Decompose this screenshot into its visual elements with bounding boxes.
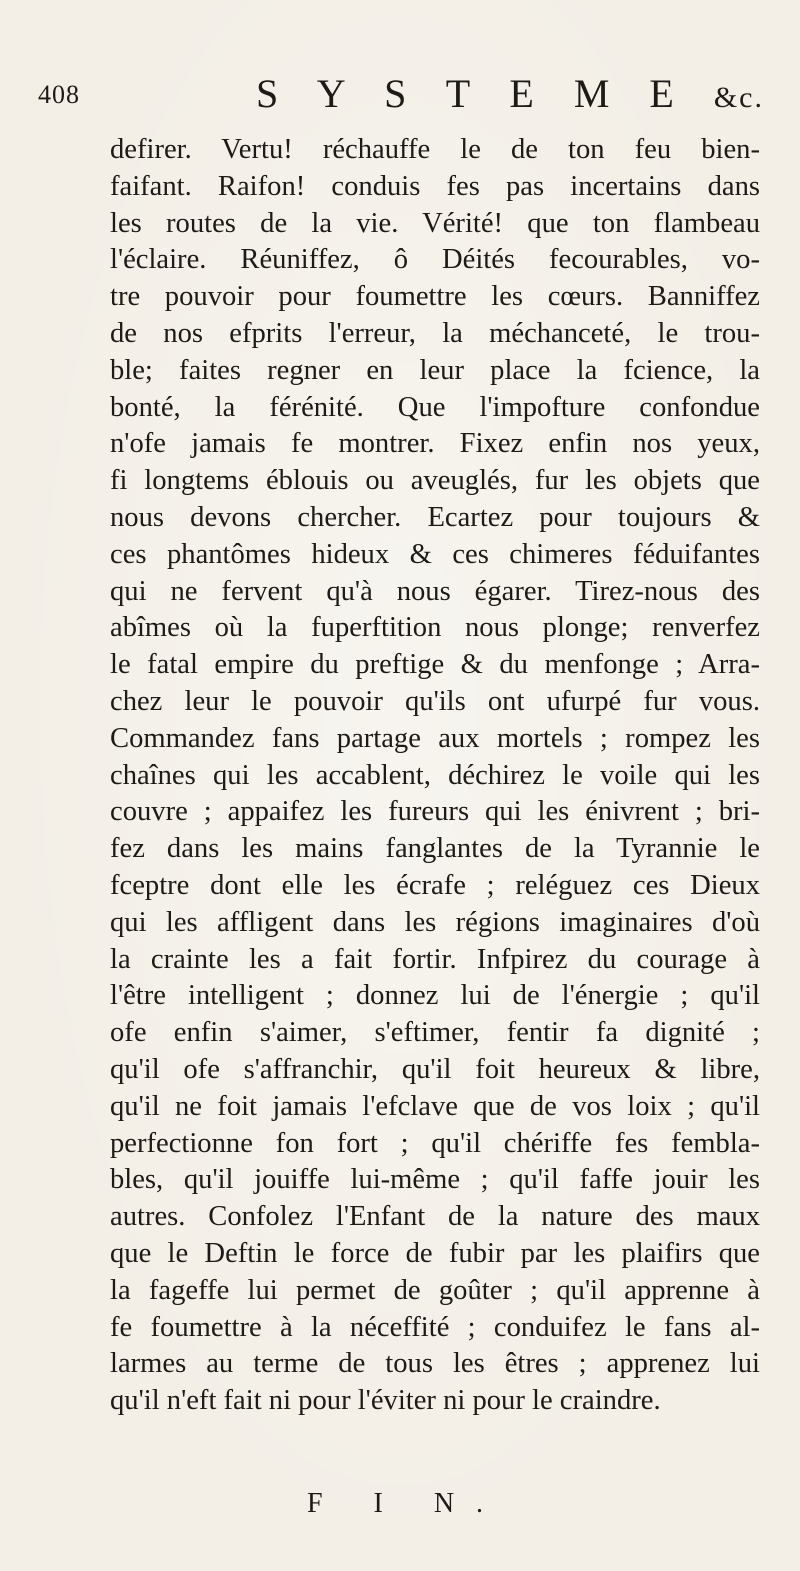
text-line: bles, qu'il jouiffe lui-même ; qu'il faffe jouir les (110, 1164, 760, 1196)
text-line: abîmes où la fuperftition nous plonge; renverfez (110, 612, 760, 644)
text-line: qu'il ne foit jamais l'efclave que de vos loix ; qu'il (110, 1090, 760, 1122)
text-line: fceptre dont elle les écrafe ; reléguez ces Dieux (110, 869, 760, 901)
text-line: chez leur le pouvoir qu'ils ont ufurpé fur vous. (110, 685, 760, 717)
text-line: faifant. Raifon! conduis fes pas incertains dans (110, 170, 760, 202)
text-line: fe foumettre à la néceffité ; conduifez le fans al- (110, 1311, 760, 1343)
text-line: les routes de la vie. Vérité! que ton flambeau (110, 207, 760, 239)
text-line: l'être intelligent ; donnez lui de l'énergie ; qu'il (110, 980, 760, 1012)
text-line: qu'il ofe s'affranchir, qu'il foit heureux & libre, (110, 1053, 760, 1085)
running-title (256, 70, 764, 117)
text-line: chaînes qui les accablent, déchirez le voile qui les (110, 759, 760, 791)
page-header (38, 66, 764, 116)
text-line: l'éclaire. Réuniffez, ô Déités fecourables, vo- (110, 244, 760, 276)
running-title-suffix: &c. (713, 81, 764, 114)
text-line: la fageffe lui permet de goûter ; qu'il apprenne à (110, 1274, 760, 1306)
running-title-text: S Y S T E M E (256, 71, 689, 116)
text-line: qui les affligent dans les régions imaginaires d'où (110, 906, 760, 938)
text-line: de nos efprits l'erreur, la méchanceté, le trou- (110, 317, 760, 349)
text-line: tre pouvoir pour foumettre les cœurs. Banniffez (110, 281, 760, 313)
text-line: ble; faites regner en leur place la fcience, la (110, 354, 760, 386)
text-line: couvre ; appaifez les fureurs qui les énivrent ; bri- (110, 796, 760, 828)
text-line: qui ne fervent qu'à nous égarer. Tirez-nous des (110, 575, 760, 607)
text-line: bonté, la férénité. Que l'impofture confondue (110, 391, 760, 423)
text-line: perfectionne fon fort ; qu'il chériffe fes fembla- (110, 1127, 760, 1159)
body-text (110, 132, 760, 1420)
text-line: n'ofe jamais fe montrer. Fixez enfin nos yeux, (110, 428, 760, 460)
text-line: nous devons chercher. Ecartez pour toujours & (110, 501, 760, 533)
text-line: defirer. Vertu! réchauffe le de ton feu bien- (110, 134, 760, 165)
text-line: fi longtems éblouis ou aveuglés, fur les objets que (110, 465, 760, 497)
text-line: Commandez fans partage aux mortels ; rompez les (110, 722, 760, 754)
text-line: la crainte les a fait fortir. Infpirez du courage à (110, 943, 760, 975)
text-line: larmes au terme de tous les êtres ; apprenez lui (110, 1348, 760, 1380)
page-number: 408 (38, 80, 80, 109)
fin-marker: F I N. (306, 1488, 506, 1519)
text-line: qu'il n'eft fait ni pour l'éviter ni pour le craindre. (110, 1385, 661, 1417)
text-line: le fatal empire du preftige & du menfonge ; Arra- (110, 649, 760, 681)
text-line: autres. Confolez l'Enfant de la nature des maux (110, 1201, 760, 1233)
text-line: fez dans les mains fanglantes de la Tyrannie le (110, 833, 760, 865)
text-line: que le Deftin le force de fubir par les plaifirs que (110, 1237, 760, 1269)
text-line: ofe enfin s'aimer, s'eftimer, fentir fa dignité ; (110, 1017, 760, 1049)
text-line: ces phantômes hideux & ces chimeres féduifantes (110, 538, 760, 570)
